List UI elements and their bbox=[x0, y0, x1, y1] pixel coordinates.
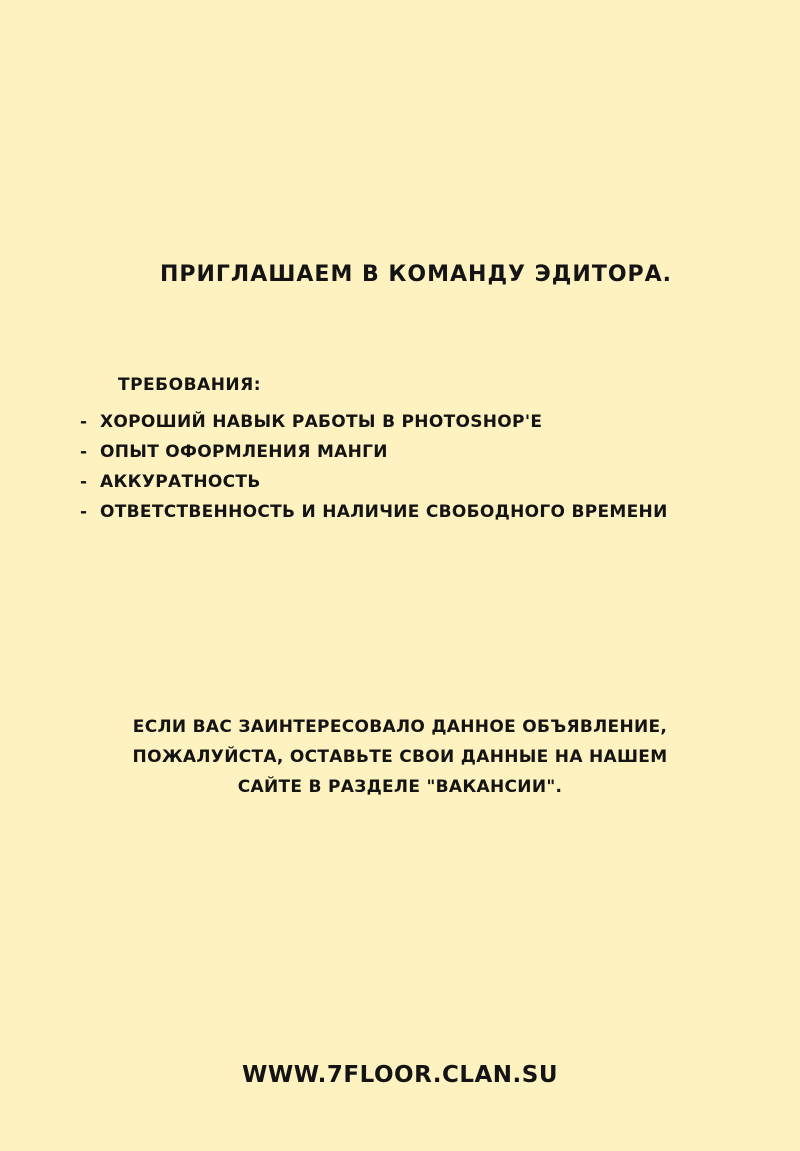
invitation-line: ПОЖАЛУЙСТА, ОСТАВЬТЕ СВОИ ДАННЫЕ НА НАШЕМ bbox=[132, 747, 668, 767]
requirement-item bbox=[80, 501, 668, 531]
page-title: ПРИГЛАШАЕМ В КОМАНДУ ЭДИТОРА. bbox=[159, 262, 673, 287]
list-dash: - bbox=[80, 472, 88, 492]
invitation-text bbox=[0, 716, 800, 806]
requirement-text: АККУРАТНОСТЬ bbox=[100, 472, 261, 492]
requirement-item bbox=[80, 441, 668, 471]
requirements-list bbox=[80, 411, 668, 531]
invitation-line: САЙТЕ В РАЗДЕЛЕ "ВАКАНСИИ". bbox=[237, 777, 563, 797]
list-dash: - bbox=[80, 502, 88, 522]
invitation-line: ЕСЛИ ВАС ЗАИНТЕРЕСОВАЛО ДАННОЕ ОБЪЯВЛЕНИЕ, bbox=[132, 717, 668, 737]
website-address: WWW.7FLOOR.CLAN.SU bbox=[241, 1062, 559, 1088]
requirement-text: ОТВЕТСТВЕННОСТЬ И НАЛИЧИЕ СВОБОДНОГО ВРЕМЕНИ bbox=[100, 502, 668, 522]
requirement-text: ХОРОШИЙ НАВЫК РАБОТЫ В PHOTOSHOP'Е bbox=[100, 412, 543, 432]
requirement-text: ОПЫТ ОФОРМЛЕНИЯ МАНГИ bbox=[100, 442, 388, 462]
list-dash: - bbox=[80, 442, 88, 462]
requirements-heading: ТРЕБОВАНИЯ: bbox=[118, 375, 262, 395]
requirement-item bbox=[80, 411, 668, 441]
list-dash: - bbox=[80, 412, 88, 432]
requirement-item bbox=[80, 471, 668, 501]
